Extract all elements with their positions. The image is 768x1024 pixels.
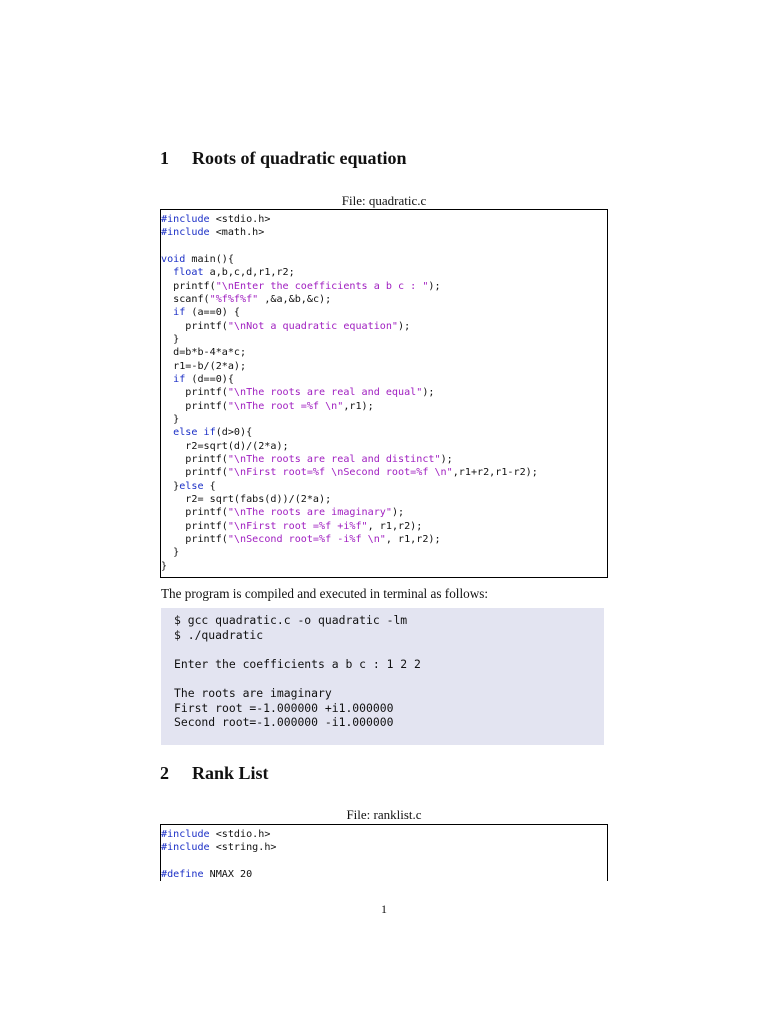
code-keyword: else xyxy=(173,427,198,439)
code-text xyxy=(161,267,173,278)
code-text: ); xyxy=(391,507,405,519)
section-2-title: Rank List xyxy=(192,763,269,783)
code-keyword: #include xyxy=(161,227,210,239)
code-keyword: if xyxy=(173,373,186,385)
ranklist-code-line xyxy=(161,841,607,854)
code-text: scanf( xyxy=(161,293,210,305)
code-text: d=b*b-4*a*c; xyxy=(161,347,247,359)
quadratic-code-line xyxy=(161,440,607,453)
code-string: "\nFirst root =%f +i%f" xyxy=(227,520,368,532)
code-text: <string.h> xyxy=(209,842,277,854)
quadratic-code-line xyxy=(161,400,607,413)
terminal-line: Enter the coefficients a b c : 1 2 2 xyxy=(174,656,421,671)
code-text: printf( xyxy=(161,387,228,399)
code-keyword: #include xyxy=(161,842,210,854)
code-text: ,&a,&b,&c); xyxy=(258,293,332,305)
terminal-line: $ ./quadratic xyxy=(174,627,264,642)
quadratic-code-line xyxy=(161,266,607,279)
section-1-number: 1 xyxy=(160,148,169,168)
quadratic-code-line xyxy=(161,386,607,399)
quadratic-code-line xyxy=(161,413,607,426)
body-text-compile-note: The program is compiled and executed in terminal as follows: xyxy=(161,586,489,601)
quadratic-code-line xyxy=(161,373,607,386)
quadratic-code-line xyxy=(161,253,607,266)
ranklist-code-line xyxy=(161,855,607,868)
code-string: "%f%f%f" xyxy=(209,293,259,305)
code-text: ); xyxy=(422,387,435,399)
quadratic-code-line xyxy=(161,293,607,306)
code-text: (d>0){ xyxy=(215,427,253,439)
code-string: "\nThe roots are real and equal" xyxy=(227,387,423,399)
code-text: r2= sqrt(fabs(d))/(2*a); xyxy=(161,493,332,505)
terminal-line xyxy=(174,642,604,657)
terminal-line: The roots are imaginary xyxy=(174,685,332,700)
quadratic-code-line xyxy=(161,493,607,506)
quadratic-code-line xyxy=(161,533,607,546)
code-text: printf( xyxy=(161,320,228,332)
ranklist-code-line xyxy=(161,828,607,841)
code-text: r2=sqrt(d)/(2*a); xyxy=(161,440,289,452)
code-text: ); xyxy=(440,453,453,465)
quadratic-code-line xyxy=(161,466,607,479)
code-text: NMAX 20 xyxy=(203,868,253,880)
code-text: printf( xyxy=(161,453,228,465)
quadratic-code-line xyxy=(161,520,607,533)
ranklist-code-line xyxy=(161,868,607,881)
code-text: , r1,r2); xyxy=(367,520,423,532)
code-text: r1=-b/(2*a); xyxy=(161,360,247,372)
code-text: a,b,c,d,r1,r2; xyxy=(203,267,295,279)
code-keyword: #include xyxy=(161,829,210,840)
quadratic-code-line xyxy=(161,333,607,346)
code-text: } xyxy=(161,413,180,425)
code-text: } xyxy=(161,333,180,345)
code-string: "\nSecond root=%f -i%f \n" xyxy=(227,533,386,545)
section-2-number: 2 xyxy=(160,763,169,783)
quadratic-code-line xyxy=(161,346,607,359)
code-text: ); xyxy=(398,320,411,332)
code-text: <stdio.h> xyxy=(209,829,271,840)
code-text: } xyxy=(161,547,180,559)
section-2-heading xyxy=(160,763,269,784)
terminal-line: Second root=-1.000000 -i1.000000 xyxy=(174,715,394,730)
terminal-output-block xyxy=(161,608,604,745)
code-text: } xyxy=(161,480,180,492)
quadratic-code-line xyxy=(161,240,607,253)
code-keyword: #include xyxy=(161,214,210,225)
section-1-title: Roots of quadratic equation xyxy=(192,148,407,168)
section-1-heading xyxy=(160,148,407,169)
quadratic-code-line xyxy=(161,560,607,573)
code-text: (a==0) { xyxy=(185,307,241,319)
code-text: printf( xyxy=(161,520,228,532)
code-string: "\nThe roots are real and distinct" xyxy=(227,453,441,465)
code-text: } xyxy=(161,560,168,572)
code-text: ,r1+r2,r1-r2); xyxy=(452,467,538,479)
code-text xyxy=(161,307,173,318)
code-text: (d==0){ xyxy=(185,373,234,385)
quadratic-code-line xyxy=(161,506,607,519)
quadratic-code-line xyxy=(161,480,607,493)
code-keyword: #define xyxy=(161,868,204,880)
code-string: "\nThe roots are imaginary" xyxy=(227,507,392,519)
code-keyword: else xyxy=(179,480,204,492)
code-text xyxy=(161,374,173,385)
page-number: 1 xyxy=(381,902,387,916)
code-keyword: void xyxy=(161,253,186,265)
quadratic-code-line xyxy=(161,426,607,439)
code-text: printf( xyxy=(161,507,228,519)
code-text: printf( xyxy=(161,280,216,292)
quadratic-code-line xyxy=(161,453,607,466)
code-text: printf( xyxy=(161,533,228,545)
code-string: "\nFirst root=%f \nSecond root=%f \n" xyxy=(227,467,453,479)
code-keyword: if xyxy=(173,307,186,319)
quadratic-code-line xyxy=(161,306,607,319)
code-text: printf( xyxy=(161,400,228,412)
code-text: <math.h> xyxy=(209,227,265,239)
code-text: ,r1); xyxy=(343,400,374,412)
code-string: "\nEnter the coefficients a b c : " xyxy=(215,280,429,292)
code-string: "\nThe root =%f \n" xyxy=(227,400,344,412)
quadratic-code-line xyxy=(161,213,607,226)
quadratic-code-line xyxy=(161,546,607,559)
code-text: <stdio.h> xyxy=(209,214,271,225)
quadratic-code-line xyxy=(161,226,607,239)
quadratic-code-line xyxy=(161,320,607,333)
terminal-line: $ gcc quadratic.c -o quadratic -lm xyxy=(174,613,408,627)
code-keyword: if xyxy=(203,427,216,439)
code-listing-ranklist xyxy=(160,824,608,881)
code-text: main(){ xyxy=(185,253,234,265)
code-text: { xyxy=(203,480,216,492)
file-caption-ranklist: File: ranklist.c xyxy=(346,807,422,822)
quadratic-code-line xyxy=(161,280,607,293)
code-text: ); xyxy=(428,280,441,292)
quadratic-code-line xyxy=(161,360,607,373)
terminal-line: First root =-1.000000 +i1.000000 xyxy=(174,700,394,715)
file-caption-quadratic: File: quadratic.c xyxy=(341,193,427,208)
code-text xyxy=(161,427,173,438)
code-text: printf( xyxy=(161,467,228,479)
code-keyword: float xyxy=(173,267,204,279)
code-text: , r1,r2); xyxy=(385,533,441,545)
terminal-line xyxy=(174,671,604,686)
code-listing-quadratic xyxy=(160,209,608,578)
code-string: "\nNot a quadratic equation" xyxy=(227,320,399,332)
